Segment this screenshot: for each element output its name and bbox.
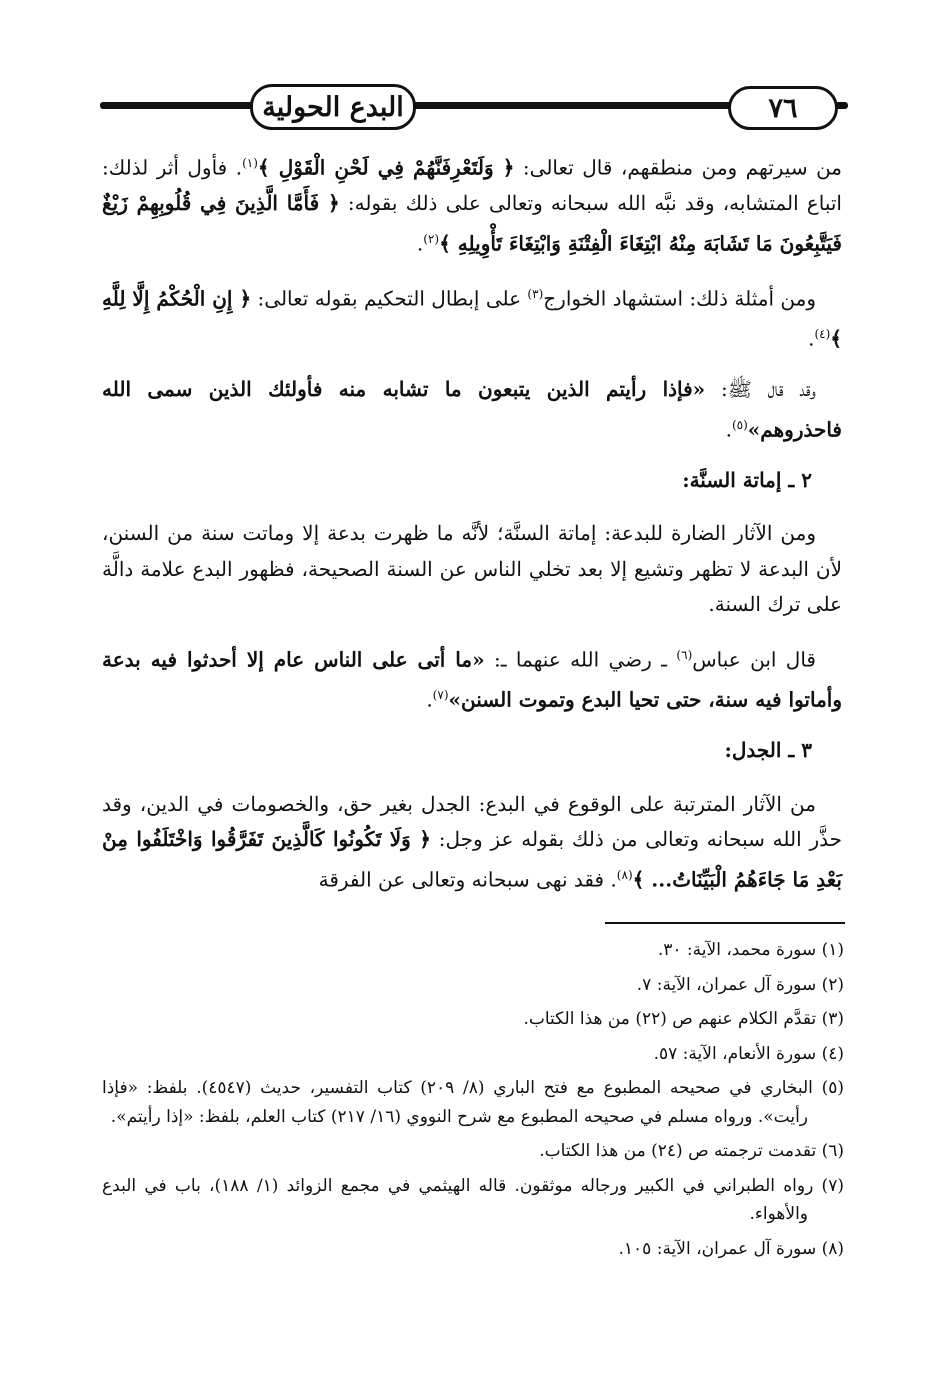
footnote-item: (٤) سورة الأنعام، الآية: ٥٧. — [653, 1043, 844, 1064]
footnote-item: (١) سورة محمد، الآية: ٣٠. — [657, 940, 844, 960]
footnote-item: (٥) البخاري في صحيحه المطبوع مع فتح الباري (٨/ ٢٠٩) كتاب التفسير، حديث (٤٥٤٧). بلفظ: «فإذا رأيت». ورواه مسلم في صحيحه المطبوع مع شرح النووي (١٦/ ٢١٧) كتاب العلم، بلفظ: «إذا رأيتم». — [102, 1078, 845, 1127]
paragraph-2: ومن أمثلة ذلك: استشهاد الخوارج$^{(٣)}$ على إبطال التحكيم بقوله تعالى: ﴿ إِنِ الْحُكْمُ إِلَّا لِلَّهِ ﴾$^{(٤)}$. — [102, 286, 842, 351]
footnotes — [102, 936, 844, 1269]
section-heading-2: ٢ ـ إماتة السنَّة: — [682, 467, 812, 492]
book-title: البدع الحولية — [250, 84, 416, 130]
footnote-ref: (٢) — [423, 231, 440, 246]
paragraph-4: ومن الآثار الضارة للبدعة: إماتة السنَّة؛ لأنَّه ما ظهرت بدعة إلا وماتت سنة من السنن، لأن البدعة لا تظهر وتشيع إلا بعد تخلي الناس عن السنة الصحيحة، فظهور البدع علامة دالَّة على ترك السنة. — [102, 521, 842, 617]
hadith-quote: «فإذا رأيتم الذين يتبعون ما تشابه منه فأولئك الذين سمى الله فاحذروهم» — [102, 377, 842, 442]
quran-verse: ﴿ إِنِ الْحُكْمُ إِلَّا لِلَّهِ ﴾ — [102, 286, 842, 351]
quran-verse: ﴿ وَلَتَعْرِفَنَّهُمْ فِي لَحْنِ الْقَوْلِ ﴾ — [257, 155, 515, 180]
footnote-item: (٢) سورة آل عمران، الآية: ٧. — [636, 974, 844, 995]
paragraph-6: من الآثار المترتبة على الوقوع في البدع: الجدل بغير حق، والخصومات في الدين، وقد حذَّر الله سبحانه وتعالى من ذلك بقوله عز وجل: ﴿ وَلَا تَكُونُوا كَالَّذِينَ تَفَرَّقُوا وَاخْتَلَفُوا مِنْ بَعْدِ مَا جَاءَهُمُ الْبَيِّنَاتُ... ﴾$^{(٨)}$. فقد نهى سبحانه وتعالى عن الفرقة — [102, 791, 842, 892]
footnote-ref: (٨) — [616, 867, 633, 882]
footnote-item: (٣) تقدَّم الكلام عنهم ص (٢٢) من هذا الكتاب. — [523, 1009, 844, 1029]
page-number: ٧٦ — [728, 86, 838, 130]
footnote-ref: (٣) — [527, 286, 544, 301]
footnote-item: (٦) تقدمت ترجمته ص (٢٤) من هذا الكتاب. — [539, 1141, 844, 1161]
athar-quote: «ما أتى على الناس عام إلا أحدثوا فيه بدعة وأماتوا فيه سنة، حتى تحيا البدع وتموت السنن» — [102, 647, 842, 712]
section-heading-3: ٣ ـ الجدل: — [724, 738, 812, 763]
footnote-item: (٨) سورة آل عمران، الآية: ١٠٥. — [618, 1238, 844, 1259]
footnote-divider — [605, 922, 845, 924]
footnote-item: (٧) رواه الطبراني في الكبير ورجاله موثقون. قاله الهيثمي في مجمع الزوائد (١/ ١٨٨)، باب في البدع والأهواء. — [102, 1175, 844, 1224]
paragraph-3: وقد قال ﷺ: «فإذا رأيتم الذين يتبعون ما تشابه منه فأولئك الذين سمى الله فاحذروهم»$^{(٥)}$. — [102, 377, 842, 442]
page-header — [100, 74, 848, 130]
footnote-ref: (٤) — [814, 326, 831, 341]
quran-verse: ﴿ فَأَمَّا الَّذِينَ فِي قُلُوبِهِمْ زَيْغٌ فَيَتَّبِعُونَ مَا تَشَابَهَ مِنْهُ ابْتِغَاءَ الْفِتْنَةِ وَابْتِغَاءَ تَأْوِيلِهِ ﴾ — [102, 191, 842, 256]
footnote-ref: (٧) — [432, 687, 449, 702]
paragraph-1: من سيرتهم ومن منطقهم، قال تعالى: ﴿ وَلَتَعْرِفَنَّهُمْ فِي لَحْنِ الْقَوْلِ ﴾$^{(١)}$. فأول أثر لذلك: اتباع المتشابه، وقد نبَّه الله سبحانه وتعالى على ذلك بقوله: ﴿ فَأَمَّا الَّذِينَ فِي قُلُوبِهِمْ زَيْغٌ فَيَتَّبِعُونَ مَا تَشَابَهَ مِنْهُ ابْتِغَاءَ الْفِتْنَةِ وَابْتِغَاءَ تَأْوِيلِهِ ﴾$^{(٢)}$. — [102, 155, 843, 256]
footnote-ref: (١) — [242, 156, 258, 170]
quran-verse: ﴿ وَلَا تَكُونُوا كَالَّذِينَ تَفَرَّقُوا وَاخْتَلَفُوا مِنْ بَعْدِ مَا جَاءَهُمُ الْبَيِّنَاتُ... ﴾ — [102, 827, 842, 892]
main-text — [102, 146, 842, 913]
footnote-ref: (٥) — [731, 417, 748, 432]
footnote-ref: (٦) — [676, 647, 693, 662]
paragraph-5: قال ابن عباس$^{(٦)}$ ـ رضي الله عنهما ـ: «ما أتى على الناس عام إلا أحدثوا فيه بدعة وأماتوا فيه سنة، حتى تحيا البدع وتموت السنن»$^{(٧)}$. — [102, 647, 842, 712]
